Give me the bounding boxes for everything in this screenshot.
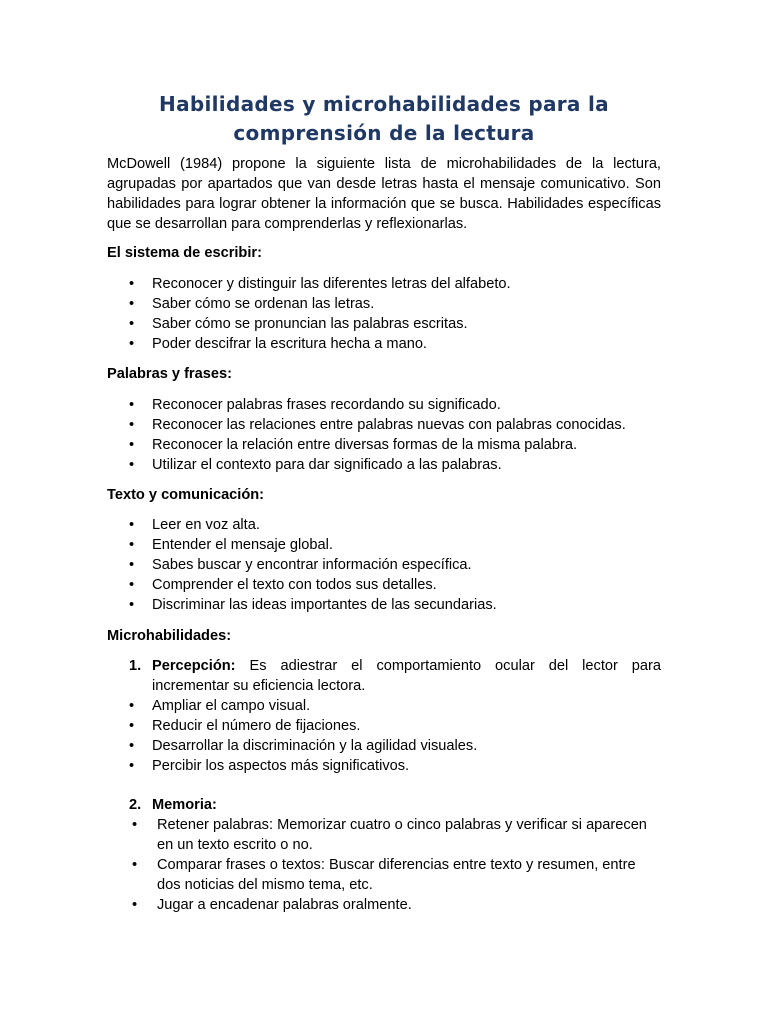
bullet-icon: •: [129, 296, 135, 312]
item-number: 2.: [129, 797, 142, 813]
list-memoria: [107, 815, 661, 915]
list-item: • Saber cómo se pronuncian las palabras escritas.: [129, 316, 468, 332]
memoria-label: Memoria:: [152, 797, 217, 813]
percepcion-text: Es adiestrar el comportamiento ocular del lector para incrementar su eficiencia lectora.: [152, 658, 661, 694]
list-percepcion: [107, 696, 661, 776]
list-item: • Saber cómo se ordenan las letras.: [129, 296, 375, 312]
bullet-icon: •: [132, 817, 138, 833]
list-item: • Leer en voz alta.: [129, 517, 260, 533]
list-item: • Discriminar las ideas importantes de las secundarias.: [129, 597, 497, 613]
bullet-icon: •: [129, 397, 135, 413]
bullet-icon: •: [129, 698, 135, 714]
item-number: 1.: [129, 658, 142, 674]
heading-texto-y-comunicacion: Texto y comunicación:: [107, 487, 265, 503]
list-item: • Percibir los aspectos más significativos.: [129, 758, 410, 774]
list-item: • Retener palabras: Memorizar cuatro o cinco palabras y verificar si aparecen en un texto escrito o no.: [132, 817, 647, 853]
list-palabras-y-frases: [107, 395, 661, 475]
intro-paragraph: McDowell (1984) propone la siguiente lista de microhabilidades de la lectura, agrupadas por apartados que van desde letras hasta el mensaje comunicativo. Son habilidades para lograr obtener la información que se busca. Habilidades específicas que se desarrollan para comprenderlas y reflexionarlas.: [107, 156, 661, 232]
bullet-icon: •: [129, 457, 135, 473]
bullet-icon: •: [129, 597, 135, 613]
bullet-icon: •: [129, 316, 135, 332]
bullet-icon: •: [129, 557, 135, 573]
list-item: • Comprender el texto con todos sus detalles.: [129, 577, 437, 593]
bullet-icon: •: [129, 577, 135, 593]
heading-microhabilidades: Microhabilidades:: [107, 628, 232, 644]
bullet-icon: •: [129, 417, 135, 433]
list-item: • Reconocer la relación entre diversas formas de la misma palabra.: [129, 437, 578, 453]
list-item: • Comparar frases o textos: Buscar diferencias entre texto y resumen, entre dos noticias del mismo tema, etc.: [132, 857, 636, 893]
title-line-1: Habilidades y microhabilidades para la: [159, 92, 609, 116]
percepcion-label: Percepción:: [152, 658, 236, 674]
heading-sistema-de-escribir: El sistema de escribir:: [107, 245, 262, 261]
bullet-icon: •: [129, 336, 135, 352]
bullet-icon: •: [129, 718, 135, 734]
bullet-icon: •: [129, 738, 135, 754]
bullet-icon: •: [129, 537, 135, 553]
document-title: [107, 90, 661, 148]
bullet-icon: •: [132, 897, 138, 913]
list-item: • Sabes buscar y encontrar información específica.: [129, 557, 472, 573]
list-sistema-de-escribir: [107, 274, 661, 354]
bullet-icon: •: [129, 517, 135, 533]
list-item: • Entender el mensaje global.: [129, 537, 333, 553]
heading-palabras-y-frases: Palabras y frases:: [107, 366, 232, 382]
list-item: • Reducir el número de fijaciones.: [129, 718, 361, 734]
bullet-icon: •: [129, 437, 135, 453]
list-item: • Reconocer palabras frases recordando su significado.: [129, 397, 501, 413]
list-item: • Desarrollar la discriminación y la agilidad visuales.: [129, 738, 478, 754]
list-texto-y-comunicacion: [107, 515, 661, 615]
numbered-item-percepcion: [107, 656, 661, 696]
title-line-2: comprensión de la lectura: [233, 121, 535, 145]
list-item: • Ampliar el campo visual.: [129, 698, 311, 714]
numbered-item-memoria: [107, 795, 661, 815]
list-item: • Poder descifrar la escritura hecha a mano.: [129, 336, 427, 352]
bullet-icon: •: [129, 276, 135, 292]
list-item: • Reconocer y distinguir las diferentes letras del alfabeto.: [129, 276, 511, 292]
bullet-icon: •: [129, 758, 135, 774]
list-item: • Utilizar el contexto para dar significado a las palabras.: [129, 457, 502, 473]
list-item: • Jugar a encadenar palabras oralmente.: [132, 897, 412, 913]
bullet-icon: •: [132, 857, 138, 873]
list-item: • Reconocer las relaciones entre palabras nuevas con palabras conocidas.: [129, 417, 626, 433]
